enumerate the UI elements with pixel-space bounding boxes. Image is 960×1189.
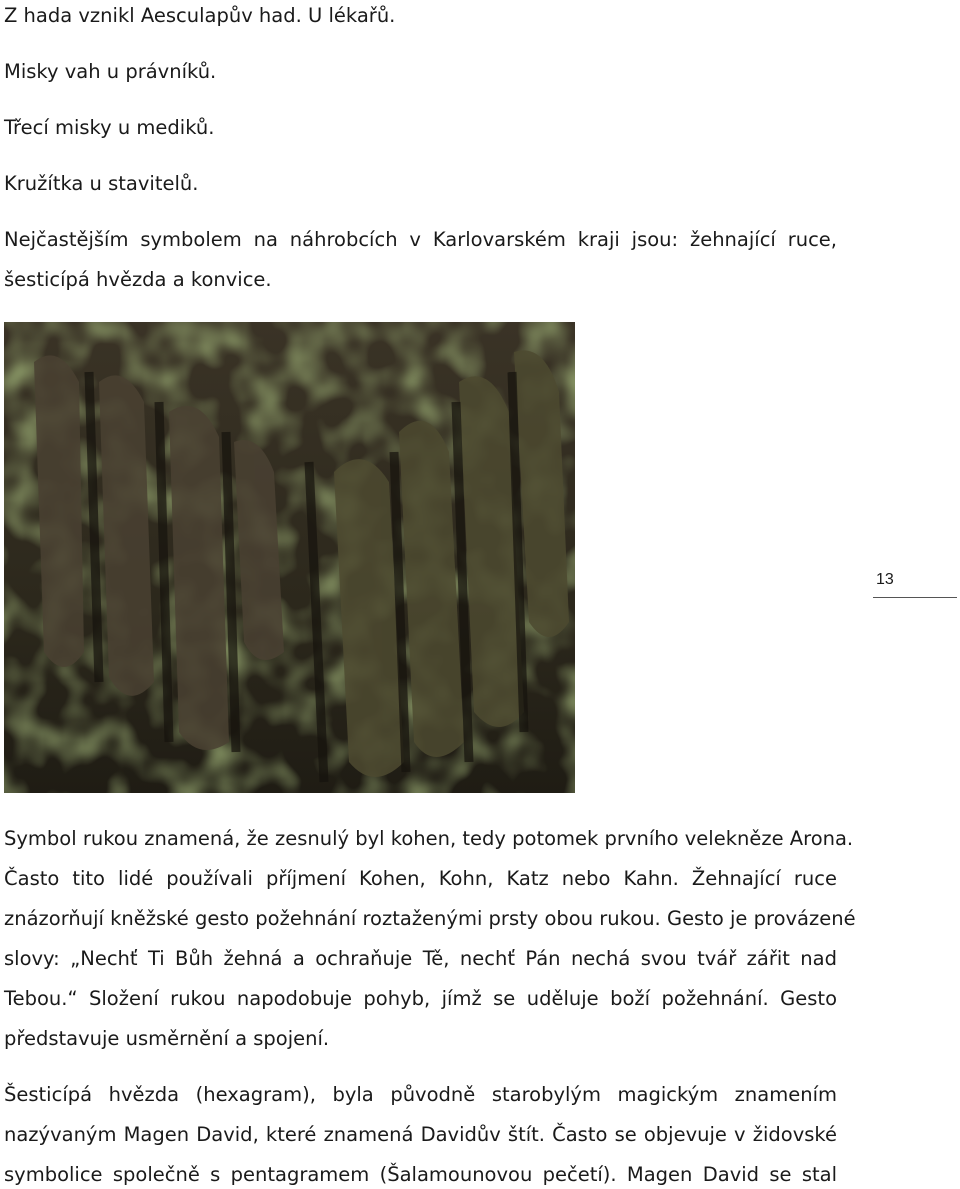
paragraph-line: Symbol rukou znamená, že zesnulý byl kohen, tedy potomek prvního velekněze Arona.	[4, 827, 854, 850]
stone-relief-image	[4, 322, 575, 793]
paragraph-line: nazývaným Magen David, které znamená Davidův štít. Často se objevuje v židovské	[4, 1123, 837, 1146]
paragraph-line: Šesticípá hvězda (hexagram), byla původně starobylým magickým znamením	[4, 1083, 837, 1106]
page-number-rule	[873, 597, 957, 598]
paragraph-line: symbolice společně s pentagramem (Šalamounovou pečetí). Magen David se stal	[4, 1163, 837, 1186]
text-line: Misky vah u právníků.	[4, 60, 217, 83]
text-line: Kružítka u stavitelů.	[4, 172, 199, 195]
text-line: Třecí misky u mediků.	[4, 116, 215, 139]
text-line: Z hada vznikl Aesculapův had. U lékařů.	[4, 4, 396, 27]
page-number: 13	[876, 571, 894, 588]
paragraph-line: znázorňují kněžské gesto požehnání roztaženými prsty obou rukou. Gesto je provázené	[4, 907, 856, 930]
paragraph-line: Nejčastějším symbolem na náhrobcích v Karlovarském kraji jsou: žehnající ruce,	[4, 228, 837, 251]
tombstone-hands-photo	[4, 322, 575, 793]
paragraph-line: šesticípá hvězda a konvice.	[4, 268, 272, 291]
paragraph-line: Často tito lidé používali příjmení Kohen, Kohn, Katz nebo Kahn. Žehnající ruce	[4, 867, 837, 890]
paragraph-line: Tebou.“ Složení rukou napodobuje pohyb, jímž se uděluje boží požehnání. Gesto	[4, 987, 837, 1010]
paragraph-line: představuje usměrnění a spojení.	[4, 1027, 330, 1050]
paragraph-line: slovy: „Nechť Ti Bůh žehná a ochraňuje Tě, nechť Pán nechá svou tvář zářit nad	[4, 947, 837, 970]
